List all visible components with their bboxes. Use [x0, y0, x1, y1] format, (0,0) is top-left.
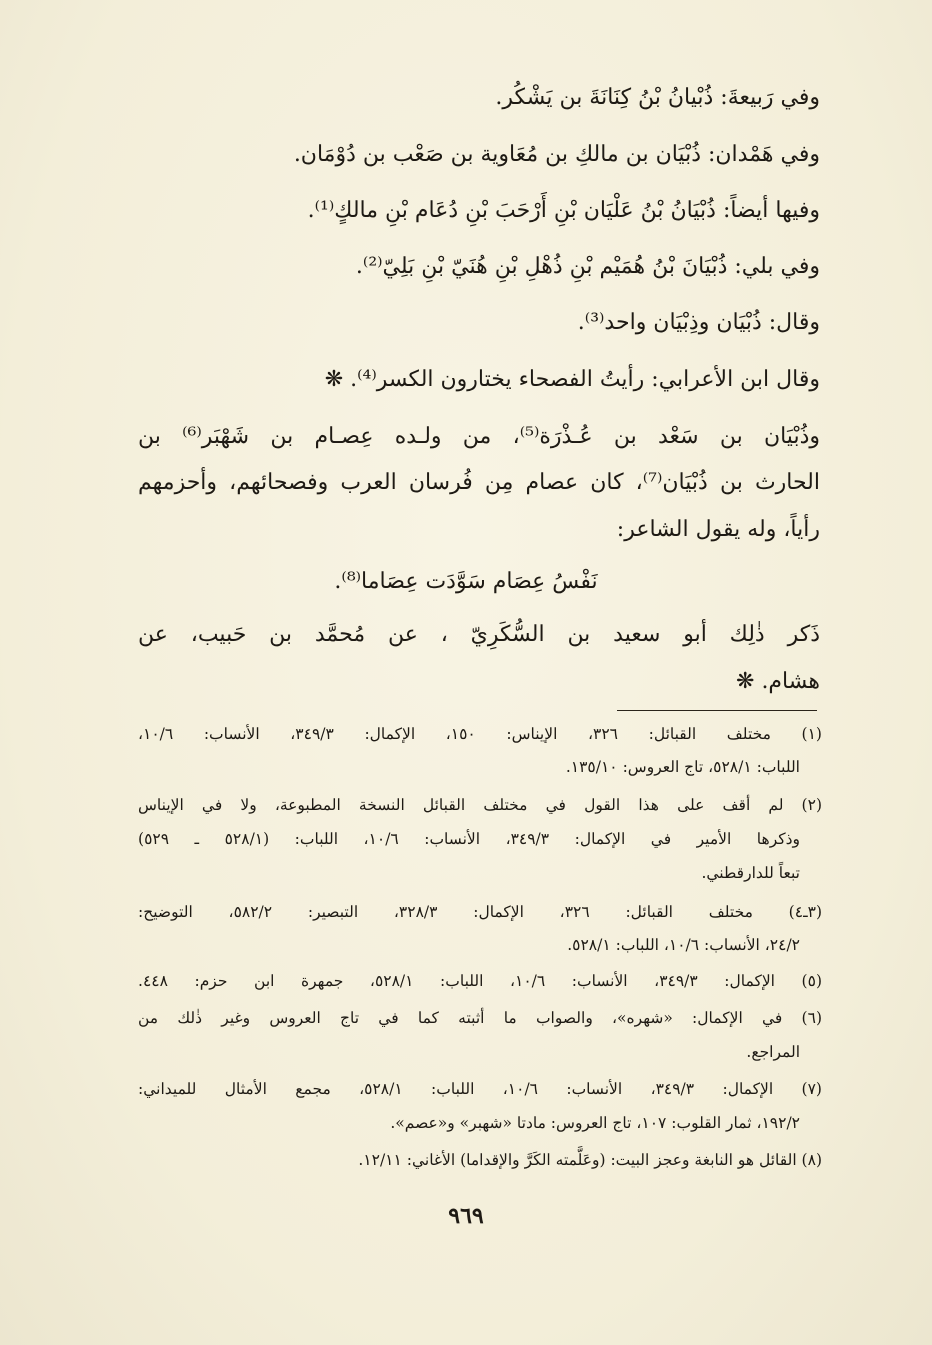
- footnote-line: (٥) الإكمال: ٣٤٩/٣، الأنساب: ١٠/٦، اللباب: ٥٢٨/١، جمهرة ابن حزم: ٤٤٨.: [138, 972, 822, 990]
- footnote-line: (٢) لم أقف على هذا القول في مختلف القبائل النسخة المطبوعة، ولا في الإيناس: [138, 796, 822, 814]
- main-text-line: وقال ابن الأعرابي: رأيتُ الفصحاء يختارون الكسر⁽⁴⁾. ❋: [324, 367, 820, 392]
- footnote-line: (٧) الإكمال: ٣٤٩/٣، الأنساب: ١٠/٦، اللباب: ٥٢٨/١، مجمع الأمثال للميداني:: [138, 1080, 822, 1098]
- footnote-separator: [617, 710, 817, 711]
- footnote-line: (٦) في الإكمال: «شهره»، والصواب ما أثبته كما في تاج العروس وغير ذٰلك من: [138, 1009, 822, 1027]
- footnote-line: (١) مختلف القبائل: ٣٢٦، الإيناس: ١٥٠، الإكمال: ٣٤٩/٣، الأنساب: ١٠/٦،: [138, 725, 822, 743]
- footnote-line: ٢٤/٢، الأنساب: ١٠/٦، اللباب: ٥٢٨/١.: [567, 936, 800, 954]
- footnote-line: ١٩٢/٢، ثمار القلوب: ١٠٧، تاج العروس: مادتا «شهبر» و«عصم».: [390, 1114, 800, 1132]
- footnote-line: وذكرها الأمير في الإكمال: ٣٤٩/٣، الأنساب: ١٠/٦، اللباب: (٥٢٨/١ ـ ٥٢٩): [138, 830, 801, 848]
- footnote-line: (٣ـ٤) مختلف القبائل: ٣٢٦، الإكمال: ٣٢٨/٣، التبصير: ٥٨٢/٢، التوضيح:: [138, 903, 822, 921]
- main-text-line: الحارث بن ذُبْيَان⁽⁷⁾، كان عصام مِن فُرسان العرب وفصحائهم، وأحزمهم: [138, 470, 820, 495]
- footnote-line: (٨) القائل هو النابغة وعجز البيت: (وعَلَّمته الكَرَّ والإقداما) الأغاني: ١٢/١١.: [358, 1151, 822, 1169]
- page-number: ٩٦٩: [448, 1203, 484, 1229]
- main-text-line: وفيها أيضاً: ذُبْيَانُ بْنُ عَلْيَان بْنِ أَرْحَبَ بْنِ دُعَام بْنِ مالكٍ⁽¹⁾.: [307, 198, 820, 223]
- footnote-line: اللباب: ٥٢٨/١، تاج العروس: ١٣٥/١٠.: [565, 758, 800, 776]
- main-text-line: ذَكر ذٰلِك أبو سعيد بن السُّكَرِيّ ، عن مُحمَّد بن حَبيب، عن: [138, 622, 820, 647]
- main-text-line: هشام. ❋: [736, 669, 820, 694]
- footnote-line: تبعاً للدارقطني.: [701, 864, 800, 882]
- poetry-verse: نَفْسُ عِصَام سَوَّدَت عِصَاما⁽⁸⁾.: [334, 569, 598, 594]
- main-text-line: رأياً، وله يقول الشاعر:: [616, 517, 820, 542]
- footnote-line: المراجع.: [746, 1043, 800, 1061]
- main-text-line: وفي بلي: ذُبْيَانَ بْنُ هُمَيْم بْنِ ذُهْلِ بْنِ هُنَيّ بْنِ بَلِيّ⁽²⁾.: [355, 254, 820, 279]
- main-text-line: وقال: ذُبْيَان وذِبْيَان واحد⁽³⁾.: [577, 310, 820, 335]
- main-text-line: وفي رَبيعةَ: ذُبْيانُ بْنُ كِنَانَةَ بن يَشْكُر.: [495, 85, 820, 110]
- main-text-line: وفي هَمْدان: ذُبْيَان بن مالكِ بن مُعَاوية بن صَعْب بن دُوْمَان.: [293, 142, 820, 167]
- main-text-line: وذُبْيَان بن سَعْد بن عُـذْرَة⁽⁵⁾، من ولـده عِصـام بن شَهْبَر⁽⁶⁾ بن: [138, 424, 820, 449]
